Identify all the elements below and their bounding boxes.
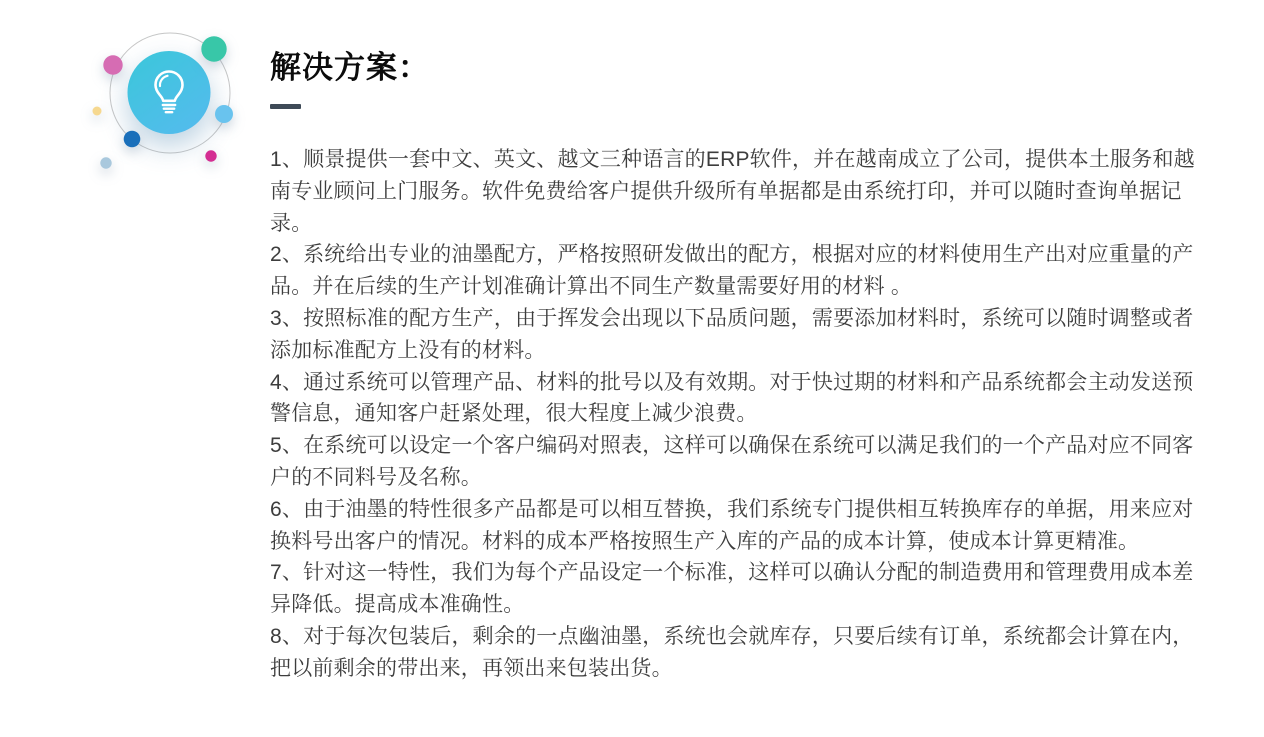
solution-item-2: 2、系统给出专业的油墨配方，严格按照研发做出的配方，根据对应的材料使用生产出对应重量的产品。并在后续的生产计划准确计算出不同生产数量需要好用的材料 。 (270, 243, 1194, 299)
solution-item-3: 3、按照标准的配方生产，由于挥发会出现以下品质问题，需要添加材料时，系统可以随时调整或者添加标准配方上没有的材料。 (270, 306, 1194, 362)
lightbulb-decoration (85, 16, 245, 186)
title-underline (270, 104, 301, 109)
solution-item-4: 4、通过系统可以管理产品、材料的批号以及有效期。对于快过期的材料和产品系统都会主动发送预警信息，通知客户赶紧处理，很大程度上减少浪费。 (270, 370, 1194, 426)
solution-item-6: 6、由于油墨的特性很多产品都是可以相互替换，我们系统专门提供相互转换库存的单据，用来应对换料号出客户的情况。材料的成本严格按照生产入库的产品的成本计算，使成本计算更精准。 (270, 497, 1194, 553)
dot-magenta (205, 150, 216, 161)
dot-bluegray (100, 157, 111, 168)
bulb-circle (128, 51, 211, 134)
dot-yellow (93, 107, 102, 116)
solution-item-8: 8、对于每次包装后，剩余的一点幽油墨，系统也会就库存，只要后续有订单，系统都会计算在内，把以前剩余的带出来，再领出来包装出货。 (270, 624, 1194, 680)
dot-sky (215, 105, 233, 123)
solution-item-1: 1、顺景提供一套中文、英文、越文三种语言的ERP软件，并在越南成立了公司，提供本土服务和越南专业顾问上门服务。软件免费给客户提供升级所有单据都是由系统打印，并可以随时查询单据记录。 (270, 148, 1195, 235)
solution-list (270, 144, 1196, 685)
page-title: 解决方案： (270, 50, 430, 85)
dot-navy (124, 131, 141, 148)
solution-item-5: 5、在系统可以设定一个客户编码对照表，这样可以确保在系统可以满足我们的一个产品对应不同客户的不同料号及名称。 (270, 434, 1194, 489)
solution-item-7: 7、针对这一特性，我们为每个产品设定一个标准，这样可以确认分配的制造费用和管理费用成本差异降低。提高成本准确性。 (270, 561, 1194, 617)
dot-teal (201, 36, 226, 61)
dot-pink (103, 55, 122, 74)
